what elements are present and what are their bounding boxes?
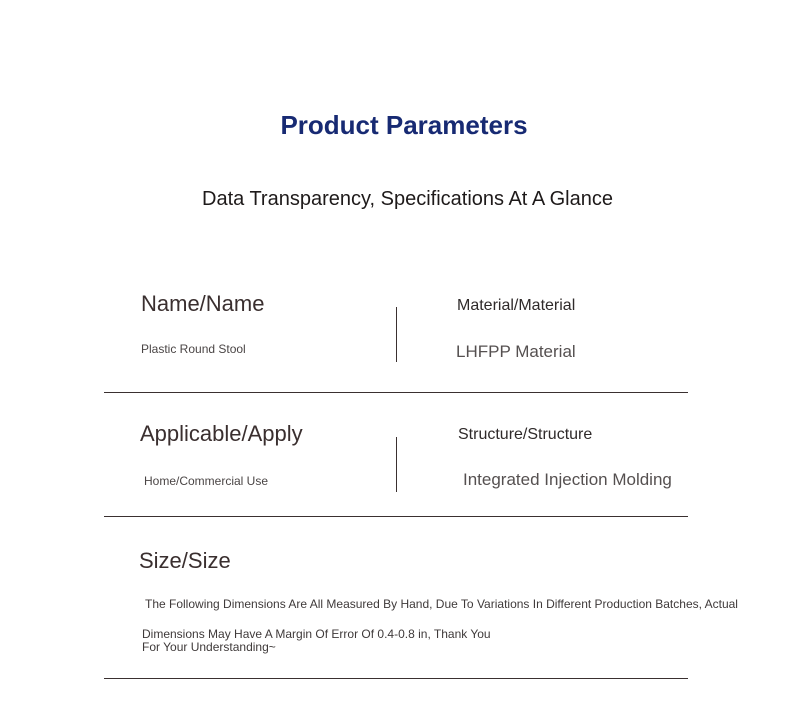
apply-value: Home/Commercial Use	[144, 474, 269, 488]
size-label: Size/Size	[139, 548, 231, 573]
name-label: Name/Name	[141, 291, 265, 316]
material-value: LHFPP Material	[456, 342, 576, 361]
apply-label: Applicable/Apply	[140, 421, 303, 446]
size-note-line2: Dimensions May Have A Margin Of Error Of 0.4-0.8 in, Thank You	[142, 627, 491, 641]
size-note-line3: For Your Understanding~	[142, 640, 276, 654]
size-note-line1: The Following Dimensions Are All Measured By Hand, Due To Variations In Different Production Batches, Actual	[145, 597, 738, 611]
column-divider-row1	[396, 307, 397, 362]
row-divider-2	[104, 516, 688, 517]
page-subtitle: Data Transparency, Specifications At A Glance	[202, 188, 613, 210]
row-divider-1	[104, 392, 688, 393]
structure-label: Structure/Structure	[458, 426, 593, 443]
column-divider-row2	[396, 437, 397, 492]
structure-value: Integrated Injection Molding	[463, 470, 672, 489]
name-value: Plastic Round Stool	[141, 342, 246, 356]
material-label: Material/Material	[457, 297, 576, 314]
row-divider-3	[104, 678, 688, 679]
page-title: Product Parameters	[280, 110, 528, 140]
